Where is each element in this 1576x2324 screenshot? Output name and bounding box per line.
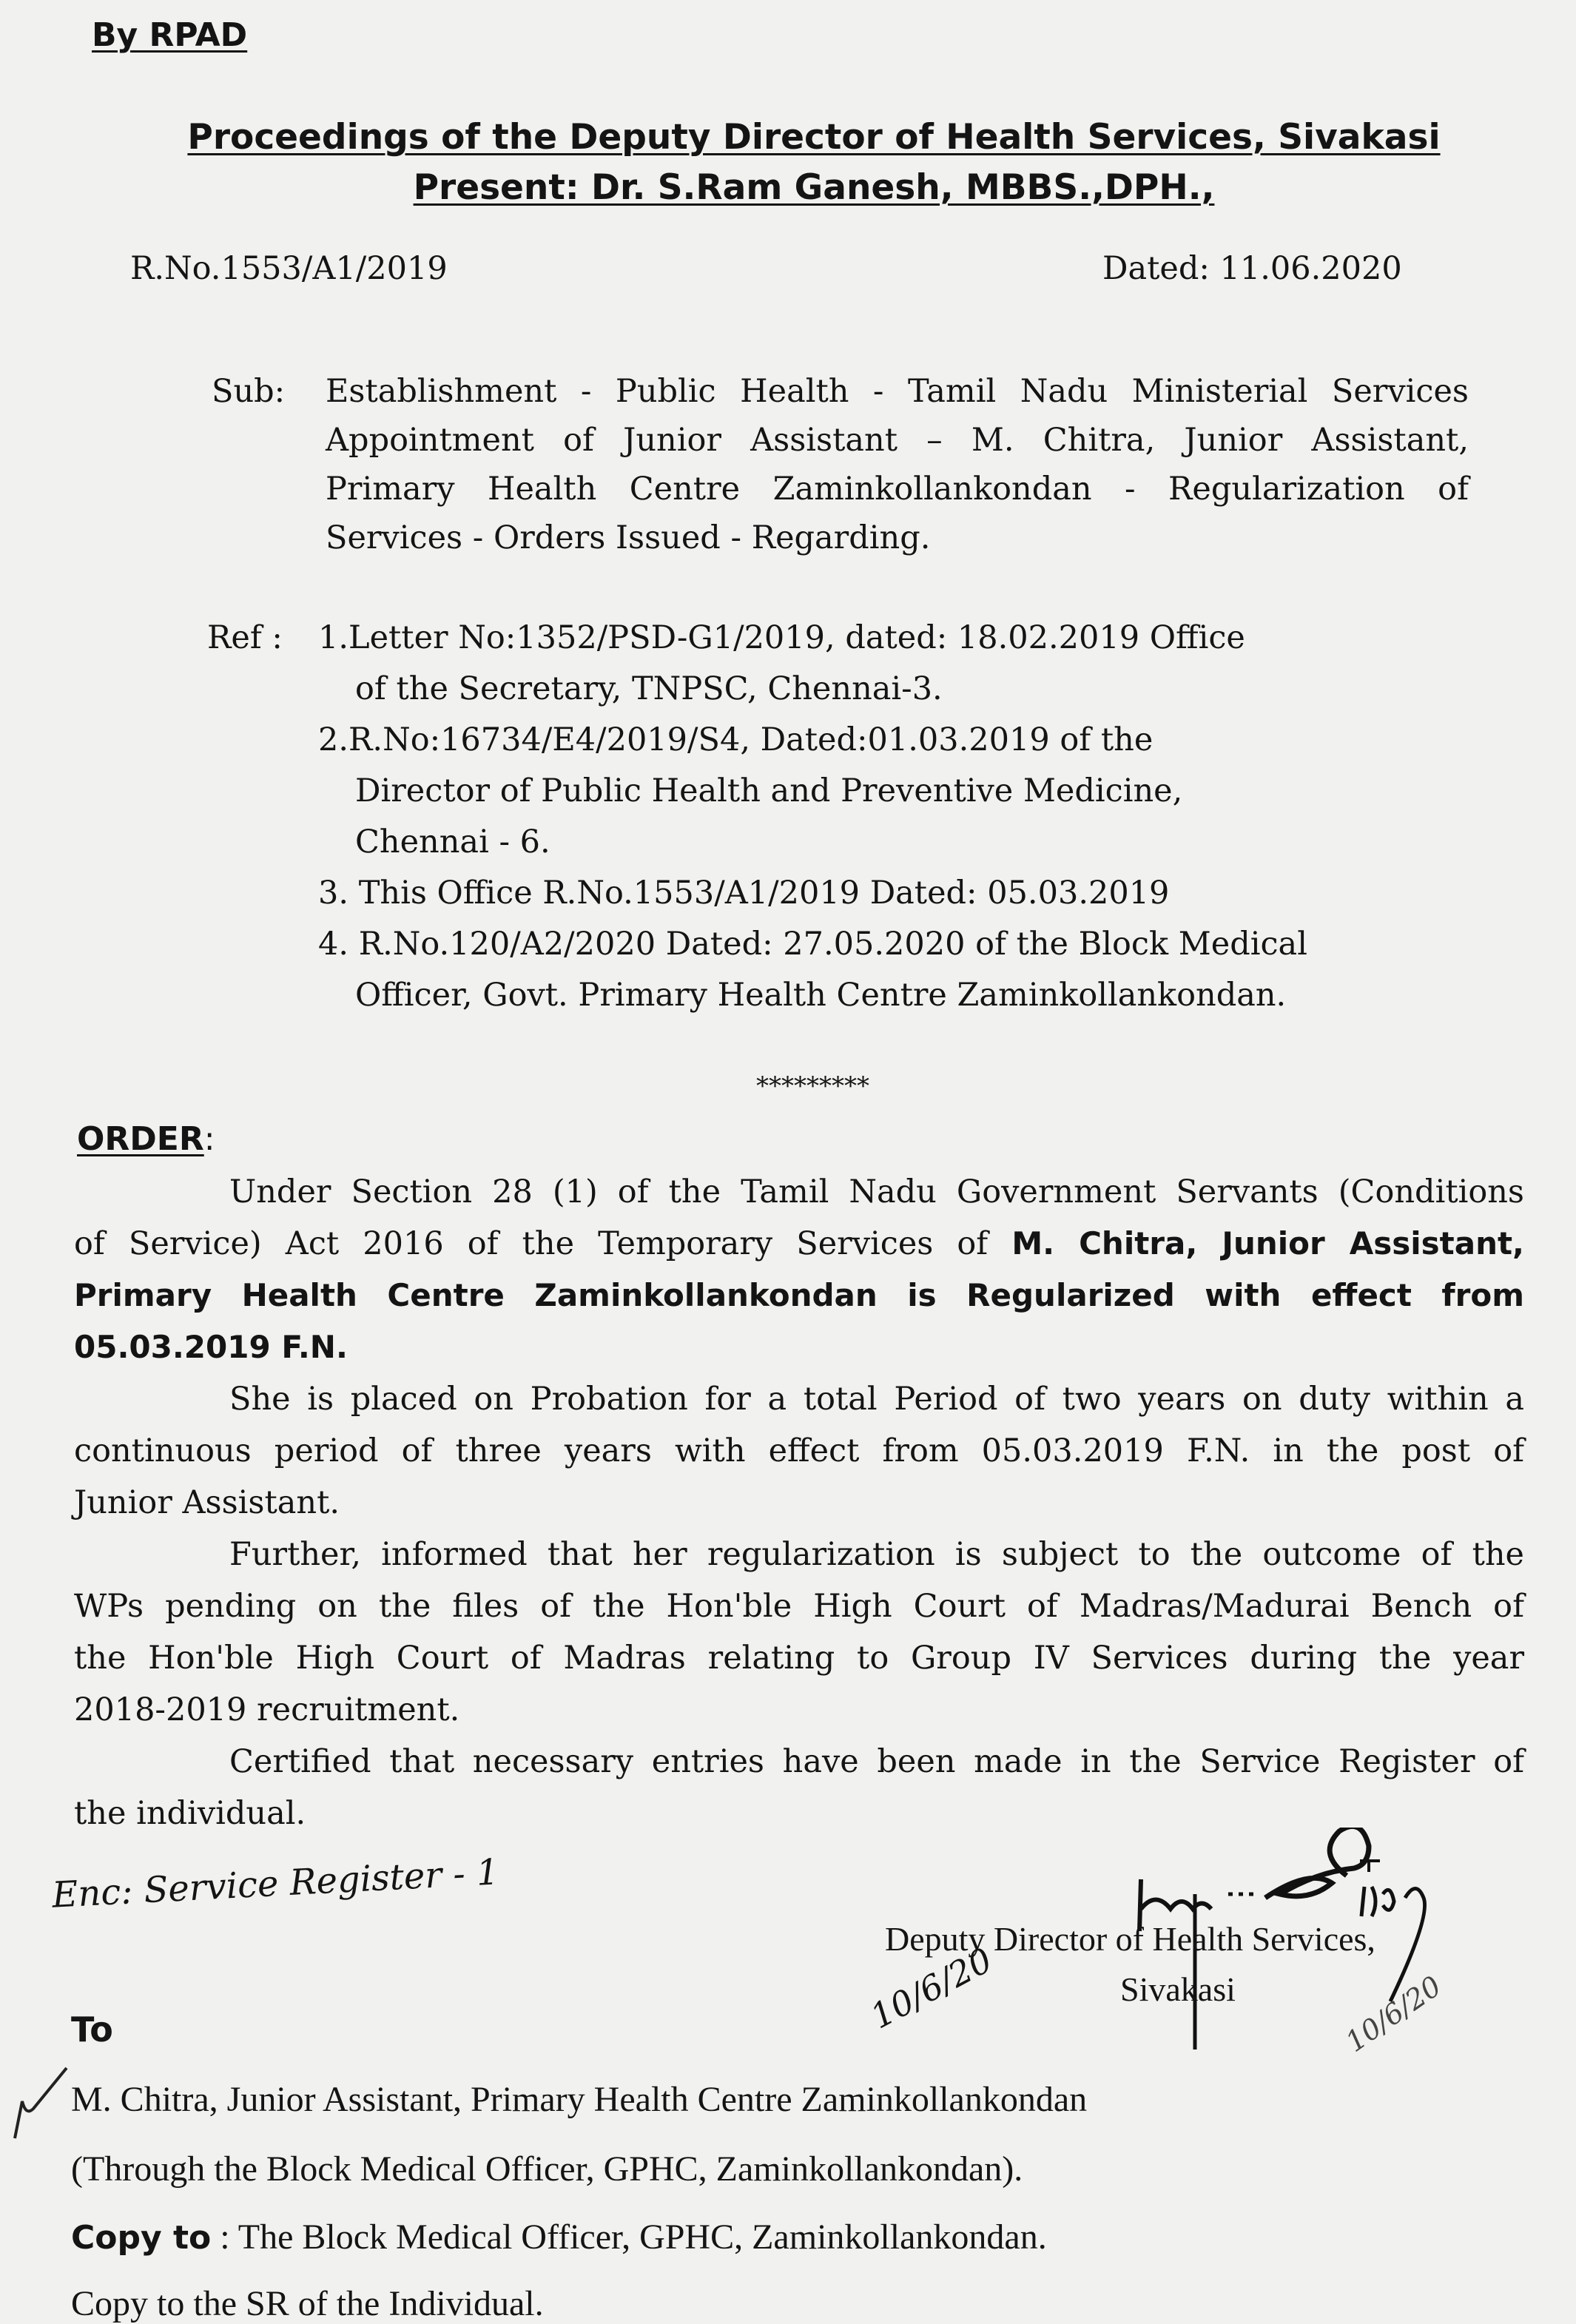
order-text: WPs pending on the files of the Hon'ble High Court of Madras/Madurai Bench of — [74, 1588, 1524, 1625]
presiding-officer: Present: Dr. S.Ram Ganesh, MBBS.,DPH., — [413, 167, 1215, 208]
order-line — [74, 1425, 1524, 1477]
handwritten-enclosure-note: Enc: Service Register - 1 — [50, 1851, 500, 1916]
checkmark-icon — [7, 2064, 74, 2146]
order-line — [74, 1529, 1524, 1580]
order-text: 2018-2019 recruitment. — [74, 1691, 460, 1728]
order-line — [74, 1321, 1524, 1373]
document-title: Proceedings of the Deputy Director of Health Services, Sivakasi — [187, 117, 1441, 158]
reference-line: of the Secretary, TNPSC, Chennai-3. — [355, 670, 943, 707]
references-label: Ref : — [207, 619, 283, 656]
copy-to-sr: Copy to the SR of the Individual. — [71, 2284, 544, 2323]
order-text: Certified that necessary entries have been made in the Service Register of — [229, 1743, 1524, 1780]
order-text: of Service) Act 2016 of the Temporary Services of — [74, 1225, 1012, 1262]
to-label: To — [71, 2010, 113, 2050]
subject-label: Sub: — [212, 373, 286, 410]
order-text: Under Section 28 (1) of the Tamil Nadu Government Servants (Conditions — [229, 1173, 1524, 1210]
addressee: M. Chitra, Junior Assistant, Primary Health Centre Zaminkollankondan — [71, 2080, 1088, 2119]
reference-line: 3. This Office R.No.1553/A1/2019 Dated: 05.03.2019 — [318, 875, 1170, 912]
order-heading-text: ORDER — [77, 1120, 204, 1158]
subject-text — [326, 367, 1469, 562]
order-text: Further, informed that her regularization is subject to the outcome of the — [229, 1536, 1524, 1573]
copy-to-text: : The Block Medical Officer, GPHC, Zaminkollankondan. — [211, 2217, 1047, 2257]
order-text: She is placed on Probation for a total Period of two years on duty within a — [229, 1381, 1524, 1418]
subject-line: Primary Health Centre Zaminkollankondan - Regularization of — [326, 471, 1469, 508]
order-text: continuous period of three years with effect from 05.03.2019 F.N. in the post of — [74, 1432, 1524, 1469]
reference-line: 1.Letter No:1352/PSD-G1/2019, dated: 18.02.2019 Office — [318, 619, 1245, 656]
order-line — [74, 1373, 1524, 1425]
copy-to-label: Copy to — [71, 2219, 212, 2257]
order-emphasis: 05.03.2019 F.N. — [74, 1329, 348, 1365]
handwritten-date-receipt: 10/6/20 — [1339, 1969, 1447, 2059]
order-emphasis: M. Chitra, Junior Assistant, — [1011, 1225, 1525, 1262]
references-list — [318, 613, 1472, 1021]
order-line — [74, 1684, 1524, 1736]
order-body — [74, 1166, 1524, 1839]
order-line — [74, 1736, 1524, 1788]
order-line — [74, 1166, 1524, 1218]
order-line — [74, 1218, 1524, 1270]
signature — [1125, 1828, 1539, 2094]
document-date: Dated: 11.06.2020 — [1102, 250, 1402, 287]
order-text: the Hon'ble High Court of Madras relating to Group IV Services during the year — [74, 1640, 1524, 1677]
handwritten-date: 10/6/20 — [863, 1939, 999, 2037]
order-text: Junior Assistant. — [74, 1484, 340, 1521]
order-line — [74, 1477, 1524, 1529]
reference-line: Director of Public Health and Preventive Medicine, — [355, 772, 1183, 809]
order-line — [74, 1580, 1524, 1632]
order-line — [74, 1270, 1524, 1321]
subject-line: Establishment - Public Health - Tamil Nadu Ministerial Services — [326, 373, 1469, 410]
order-heading-colon: : — [203, 1120, 215, 1158]
reference-line: 2.R.No:16734/E4/2019/S4, Dated:01.03.2019 of the — [318, 721, 1154, 758]
signatory-designation: Deputy Director of Health Services, — [885, 1920, 1375, 1958]
dispatch-mode: By RPAD — [92, 16, 248, 54]
signatory-place: Sivakasi — [1120, 1970, 1236, 2008]
order-text: the individual. — [74, 1795, 306, 1832]
addressee-through: (Through the Block Medical Officer, GPHC, Zaminkollankondan). — [71, 2149, 1023, 2189]
subject-line: Appointment of Junior Assistant – M. Chitra, Junior Assistant, — [326, 422, 1469, 459]
order-heading — [77, 1120, 215, 1158]
separator: ********* — [756, 1071, 869, 1101]
reference-line: Chennai - 6. — [355, 823, 550, 860]
subject-line: Services - Orders Issued - Regarding. — [326, 519, 931, 556]
reference-line: 4. R.No.120/A2/2020 Dated: 27.05.2020 of the Block Medical — [318, 926, 1307, 963]
reference-line: Officer, Govt. Primary Health Centre Zaminkollankondan. — [355, 977, 1287, 1014]
reference-number: R.No.1553/A1/2019 — [130, 250, 448, 287]
order-line — [74, 1632, 1524, 1684]
order-emphasis: Primary Health Centre Zaminkollankondan is Regularized with effect from — [74, 1277, 1524, 1313]
copy-to — [71, 2217, 1047, 2257]
